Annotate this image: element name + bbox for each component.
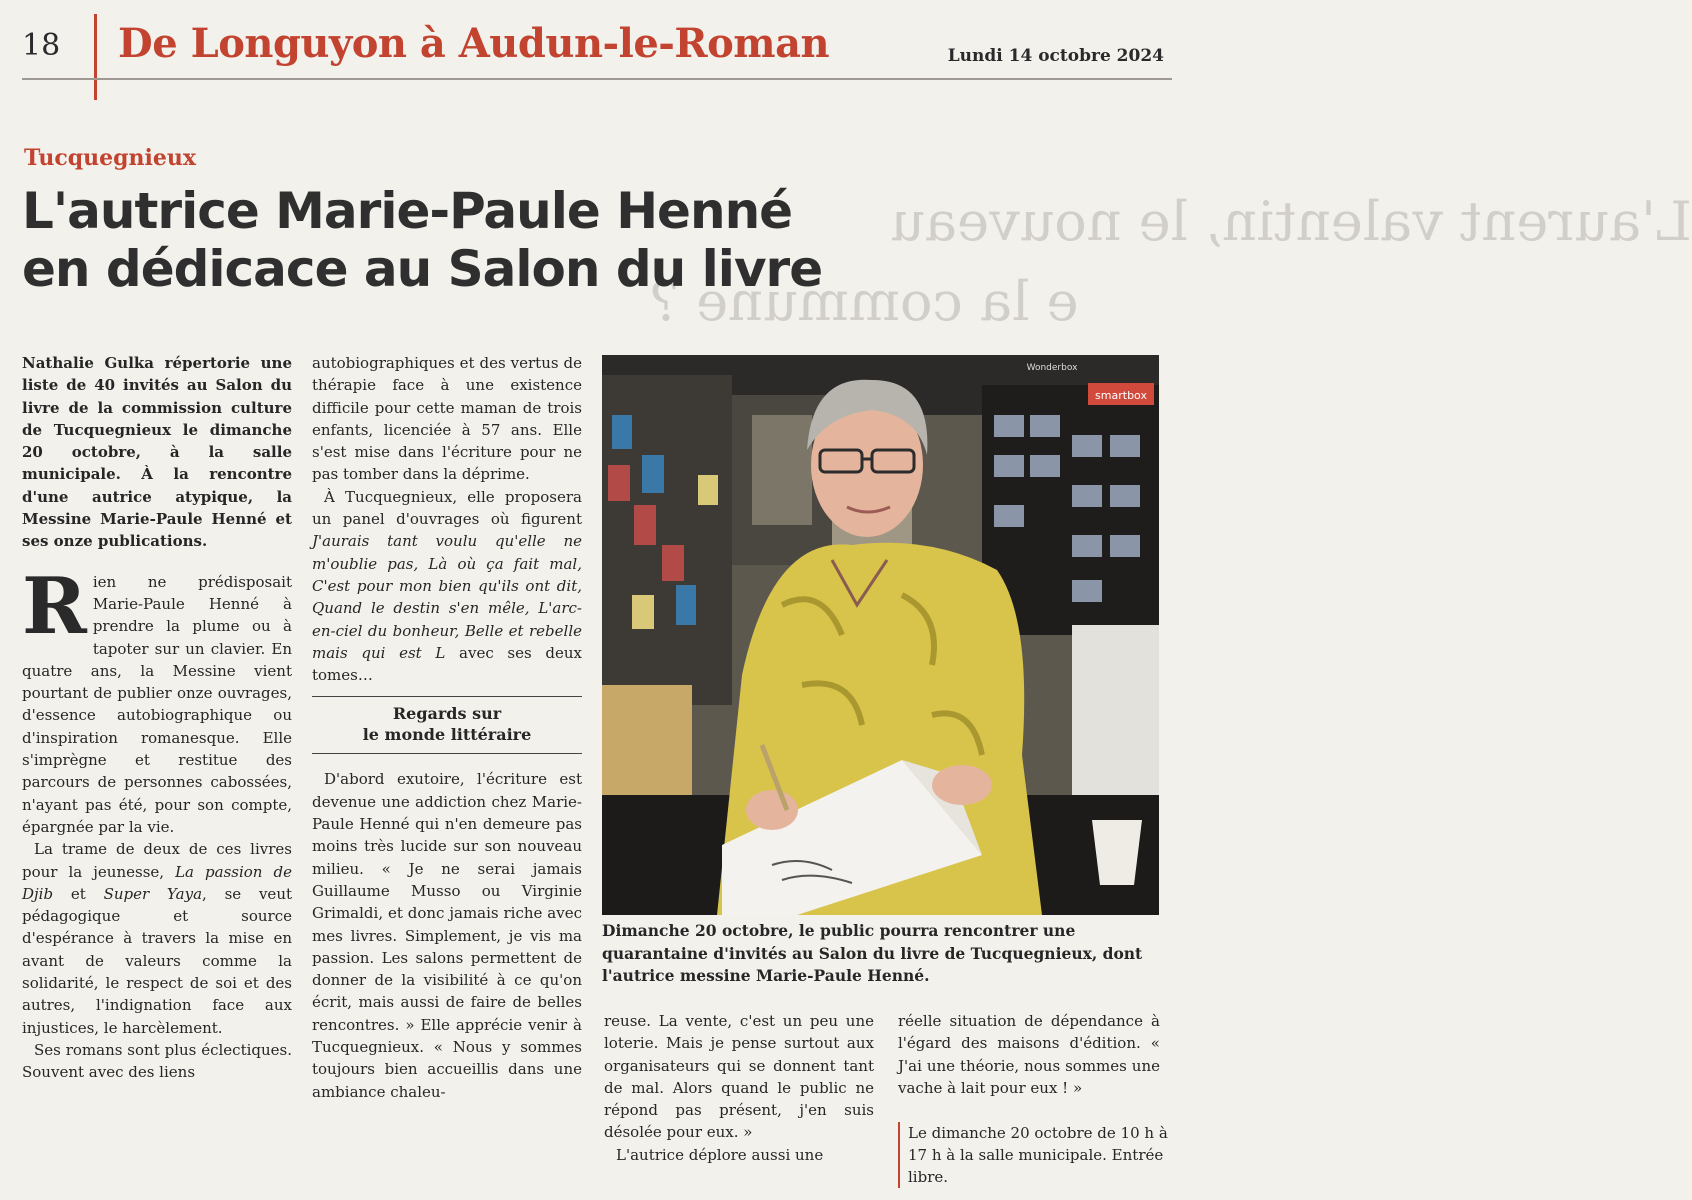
paragraph-2	[22, 838, 292, 1039]
page-number: 18	[22, 28, 61, 63]
paragraph-7: reuse. La vente, c'est un peu une loterie. Mais je pense surtout aux organisateurs qui se donnent tant de mal. Alors quand le public ne répond pas présent, j'en suis désolée pour eux. »	[604, 1012, 874, 1142]
book-title-passion-de-djib: La passion de Djib	[22, 862, 292, 903]
article-column-3	[604, 1010, 874, 1166]
drop-cap: R	[22, 560, 87, 652]
book-titles-list: J'aurais tant voulu qu'elle ne m'oublie pas, Là où ça fait mal, C'est pour mon bien qu'ils ont dit, Quand le destin s'en mêle, L'arc-en-ciel du bonheur, Belle et rebelle mais qui est L	[312, 532, 582, 662]
book-title-super-yaya: Super Yaya	[103, 884, 203, 903]
bleed-through-line-2: e la commune ?	[650, 270, 1079, 333]
practical-info-box: Le dimanche 20 octobre de 10 h à 17 h à la salle municipale. Entrée libre.	[898, 1122, 1170, 1188]
paragraph-3: Ses romans sont plus éclectiques. Souvent avec des liens	[22, 1040, 292, 1082]
intertitle-line-2: le monde littéraire	[362, 725, 532, 745]
p2-text-a: La trame de deux de ces livres pour la jeunesse,	[22, 840, 292, 881]
shop-sign-wonderbox: Wonderbox	[1026, 363, 1078, 373]
intertitle-line-1: Regards sur	[392, 704, 502, 724]
header-divider	[94, 14, 97, 100]
paragraph-9: réelle situation de dépendance à l'égard des maisons d'édition. « J'ai une théorie, nous sommes une vache à lait pour eux ! »	[898, 1012, 1160, 1097]
photo-author-signing	[602, 355, 1159, 915]
paragraph-4: autobiographiques et des vertus de thérapie face à une existence difficile pour cette maman de trois enfants, licenciée à 57 ans. Elle s'est mise dans l'écriture pour ne pas tomber dans la déprime.	[312, 354, 582, 484]
section-title: De Longuyon à Audun-le-Roman	[118, 20, 830, 67]
paragraph-8: L'autrice déplore aussi une	[616, 1145, 824, 1164]
intertitle	[312, 696, 582, 754]
article-photo	[602, 355, 1159, 915]
paragraph-1-text: ien ne prédisposait Marie-Paule Henné à prendre la plume ou à tapoter sur un clavier. En quatre ans, la Messine vient pourtant de publier onze ouvrages, d'essence autobiographique ou d'inspiration romanesque. Elle s'imprègne et restitue des parcours de personnes cabossées, n'ayant pas été, pour son compte, épargnée par la vie.	[22, 572, 292, 836]
article-column-2	[312, 352, 582, 1103]
article-column-1	[22, 352, 292, 1084]
p5-text-a: À Tucquegnieux, elle proposera un panel d'ouvrages où figurent	[312, 487, 582, 529]
paragraph-5	[312, 486, 582, 687]
headline-line-2: en dédicace au Salon du livre	[22, 240, 823, 298]
article-column-4	[898, 1010, 1160, 1099]
article-kicker: Tucquegnieux	[24, 145, 196, 171]
article-headline	[22, 182, 922, 298]
issue-date: Lundi 14 octobre 2024	[947, 46, 1164, 66]
header-rule	[22, 78, 1172, 80]
article-lead: Nathalie Gulka répertorie une liste de 40 invités au Salon du livre de la commission culture de Tucquegnieux le dimanche 20 octobre, à la salle municipale. À la rencontre d'une autrice atypique, la Messine Marie-Paule Henné et ses onze publications.	[22, 354, 292, 551]
photo-caption: Dimanche 20 octobre, le public pourra rencontrer une quarantaine d'invités au Salon du livre de Tucquegnieux, dont l'autrice messine Marie-Paule Henné.	[602, 921, 1143, 985]
p2-text-b: et	[53, 884, 104, 903]
headline-line-1: L'autrice Marie-Paule Henné	[22, 182, 793, 240]
p2-text-c: , se veut pédagogique et source d'espérance à travers la mise en avant de valeurs comme la solidarité, le respect de soi et des autres, l'indignation face aux injustices, le harcèlement.	[22, 884, 293, 1037]
paragraph-opening	[22, 560, 292, 839]
shop-sign-smartbox: smartbox	[1095, 389, 1147, 402]
bleed-through-line-1: L'aurent valentin, le nouveau	[890, 190, 1692, 253]
p5-text-b: avec ses deux tomes…	[312, 643, 582, 685]
paragraph-6: D'abord exutoire, l'écriture est devenue une addiction chez Marie-Paule Henné qui n'en demeure pas moins très lucide sur son nouveau milieu. « Je ne serai jamais Guillaume Musso ou Virginie Grimaldi, et donc jamais riche avec mes livres. Simplement, je vis ma passion. Les salons permettent de donner de la visibilité à ce qu'on écrit, mais aussi de faire de belles rencontres. » Elle apprécie venir à Tucquegnieux. « Nous y sommes toujours bien accueillis dans une ambiance chaleu-	[312, 770, 582, 1101]
